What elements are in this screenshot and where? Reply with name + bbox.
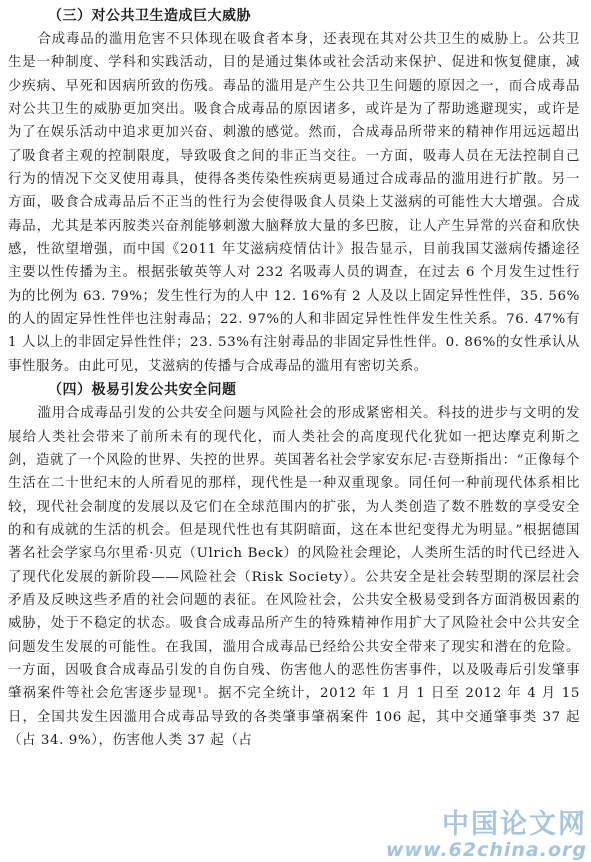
document-page: [8, 4, 580, 752]
section-heading-public-health: （三）对公共卫生造成巨大威胁: [48, 8, 251, 24]
section-heading-public-safety: （四）极易引发公共安全问题: [48, 382, 237, 399]
paragraph-public-health: 合成毒品的滥用危害不只体现在吸食者本身，还表现在其对公共卫生的威胁上。公共卫生是一种制度、学科和实践活动，目的是通过集体或社会活动来保护、促进和恢复健康，减少疾病、早死和因病所致的伤残。毒品的滥用是产生公共卫生问题的原因之一，而合成毒品对公共卫生的威胁更加突出。吸食合成毒品的原因诸多，或许是为了帮助逃避现实，或许是为了在娱乐活动中追求更加兴奋、刺激的感觉。然而，合成毒品所带来的精神作用远远超出了吸食者主观的控制限度，导致吸食之间的非正当交往。一方面，吸毒人员在无法控制自己行为的情况下交叉使用毒具，使得各类传染性疾病更易通过合成毒品的滥用进行扩散。另一方面，吸食合成毒品后不正当的性行为会使得吸食人员染上艾滋病的可能性大大增强。合成毒品，尤其是苯丙胺类兴奋剂能够刺激大脑释放大量的多巴胺，让人产生异常的兴奋和欣快感，性欲望增强，而中国《2011 年艾滋病疫情估计》报告显示，目前我国艾滋病传播途径主要以性传播为主。根据张敏英等人对 232 名吸毒人员的调查，在过去 6 个月发生过性行为的比例为 63. 79%；发生性行为的人中 12. 16%有 2 人及以上固定异性性伴，35. 56%的人的固定异性性伴也注射毒品；22. 97%的人和非固定异性性伴发生性关系。76. 47%有 1 人以上的非固定异性性伴；23. 53%有注射毒品的非固定异性性伴。0. 86%的女性承认从事性服务。由此可见，艾滋病的传播与合成毒品的滥用有密切关系。: [8, 32, 580, 374]
watermark-site-url: www.62china.org: [386, 839, 587, 861]
site-watermark: [386, 810, 587, 860]
watermark-site-name: 中国论文网: [442, 809, 587, 840]
paragraph-public-safety: 滥用合成毒品引发的公共安全问题与风险社会的形成紧密相关。科技的进步与文明的发展给人类社会带来了前所未有的现代化，而人类社会的高度现代化犹如一把达摩克利斯之剑，造就了一个风险的世界、失控的世界。英国著名社会学家安东尼·吉登斯指出：“正像每个生活在二十世纪末的人所看见的那样，现代性是一种双重现象。同任何一种前现代体系相比较，现代社会制度的发展以及它们在全球范围内的扩张，为人类创造了数不胜数的享受安全的和有成就的生活的机会。但是现代性也有其阴暗面，这在本世纪变得尤为明显。”根据德国著名社会学家乌尔里希·贝克（Ulrich Beck）的风险社会理论，人类所生活的时代已经进入了现代化发展的新阶段——风险社会（Risk Society）。公共安全是社会转型期的深层社会矛盾及反映这些矛盾的社会问题的表征。在风险社会，公共安全极易受到各方面消极因素的威胁，处于不稳定的状态。吸食合成毒品所产生的特殊精神作用扩大了风险社会中公共安全问题发生发展的可能性。在我国，滥用合成毒品已经给公共安全带来了现实和潜在的危险。一方面，因吸食合成毒品引发的自伤自残、伤害他人的恶性伤害事件，以及吸毒后引发肇事肇祸案件等社会危害逐步显现¹。据不完全统计，2012 年 1 月 1 日至 2012 年 4 月 15 日，全国共发生因滥用合成毒品导致的各类肇事肇祸案件 106 起，其中交通肇事类 37 起（占 34. 9%），伤害他人类 37 起（占: [8, 406, 580, 748]
